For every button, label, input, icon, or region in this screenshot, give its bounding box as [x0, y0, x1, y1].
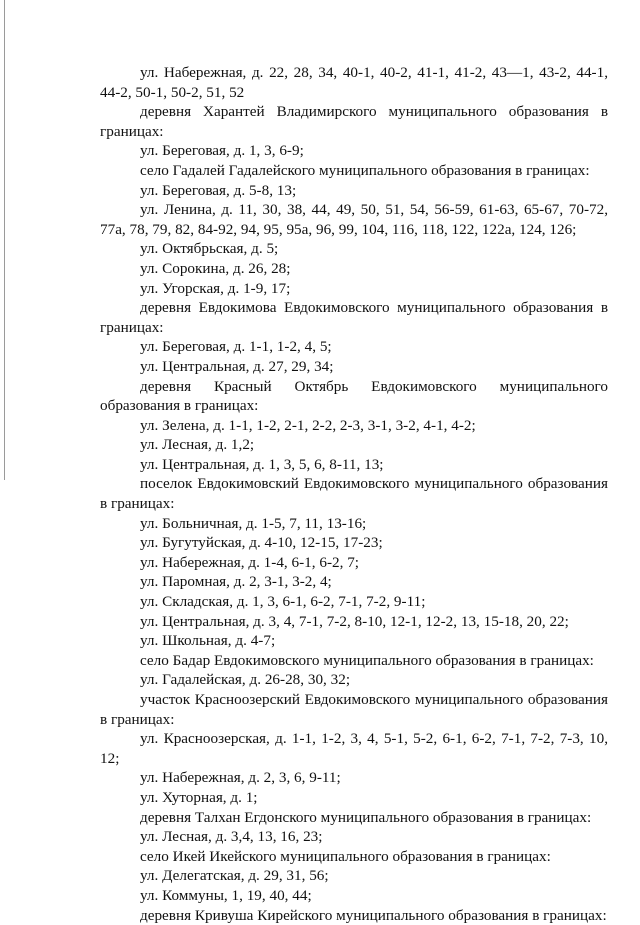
text-line: ул. Лесная, д. 3,4, 13, 16, 23; — [140, 828, 323, 846]
text-line: ул. Больничная, д. 1-5, 7, 11, 13-16; — [140, 514, 367, 532]
text-line: ул. Набережная, д. 2, 3, 6, 9-11; — [140, 769, 341, 787]
text-line: поселок Евдокимовский Евдокимовского муниципального образования в границах: — [100, 475, 608, 513]
text-line: ул. Делегатская, д. 29, 31, 56; — [140, 867, 329, 885]
text-line: ул. Красноозерская, д. 1-1, 1-2, 3, 4, 5-1, 5-2, 6-1, 6-2, 7-1, 7-2, 7-3, 10, 12; — [100, 730, 608, 767]
text-line: ул. Ленина, д. 11, 30, 38, 44, 49, 50, 51, 54, 56-59, 61-63, 65-67, 70-72, 77а, 78, 79, 82, 84-92, 94, 95, 95а, 96, 99, 104, 116, 118, 122, 122а, 124, 126; — [100, 201, 608, 238]
text-line: ул. Береговая, д. 5-8, 13; — [140, 181, 297, 199]
text-line: участок Красноозерский Евдокимовского муниципального образования в границах: — [100, 691, 608, 728]
text-line: ул. Набережная, д. 22, 28, 34, 40-1, 40-2, 41-1, 41-2, 43—1, 43-2, 44-1, 44-2, 50-1, 50-2, 51, 52 — [100, 64, 608, 101]
text-line: ул. Бугутуйская, д. 4-10, 12-15, 17-23; — [140, 534, 383, 552]
text-line: ул. Угорская, д. 1-9, 17; — [140, 279, 291, 297]
text-line: ул. Коммуны, 1, 19, 40, 44; — [140, 886, 312, 904]
text-line: ул. Центральная, д. 27, 29, 34; — [140, 357, 334, 375]
text-line: ул. Паромная, д. 2, 3-1, 3-2, 4; — [140, 573, 332, 591]
text-line: деревня Талхан Егдонского муниципального образования в границах: — [140, 808, 592, 826]
text-line: село Икей Икейского муниципального образования в границах: — [140, 847, 551, 865]
text-line: ул. Береговая, д. 1-1, 1-2, 4, 5; — [140, 338, 332, 356]
text-line: ул. Хуторная, д. 1; — [140, 788, 258, 806]
text-line: деревня Харантей Владимирского муниципального образования в границах: — [100, 103, 608, 140]
scan-margin-line — [4, 0, 5, 480]
text-line: ул. Центральная, д. 1, 3, 5, 6, 8-11, 13; — [140, 455, 384, 473]
text-line: село Гадалей Гадалейского муниципального образования в границах: — [140, 161, 590, 179]
text-line: ул. Сорокина, д. 26, 28; — [140, 259, 291, 277]
document-body — [100, 63, 608, 925]
text-line: ул. Береговая, д. 1, 3, 6-9; — [140, 142, 304, 160]
text-line: село Бадар Евдокимовского муниципального образования в границах: — [140, 651, 594, 669]
text-line: ул. Октябрьская, д. 5; — [140, 240, 279, 258]
text-line: ул. Школьная, д. 4-7; — [140, 632, 276, 650]
text-line: ул. Гадалейская, д. 26-28, 30, 32; — [140, 671, 351, 689]
text-line: ул. Набережная, д. 1-4, 6-1, 6-2, 7; — [140, 553, 360, 571]
text-line: ул. Лесная, д. 1,2; — [140, 436, 255, 454]
text-line: деревня Евдокимова Евдокимовского муниципального образования в границах: — [100, 299, 608, 336]
text-line: ул. Центральная, д. 3, 4, 7-1, 7-2, 8-10, 12-1, 12-2, 13, 15-18, 20, 22; — [140, 612, 569, 630]
text-line: ул. Зелена, д. 1-1, 1-2, 2-1, 2-2, 2-3, 3-1, 3-2, 4-1, 4-2; — [140, 416, 476, 434]
text-line: деревня Красный Октябрь Евдокимовского муниципального образования в границах: — [100, 377, 608, 415]
text-line: деревня Кривуша Кирейского муниципального образования в границах: — [140, 906, 607, 924]
text-line: ул. Складская, д. 1, 3, 6-1, 6-2, 7-1, 7-2, 9-11; — [140, 593, 426, 611]
